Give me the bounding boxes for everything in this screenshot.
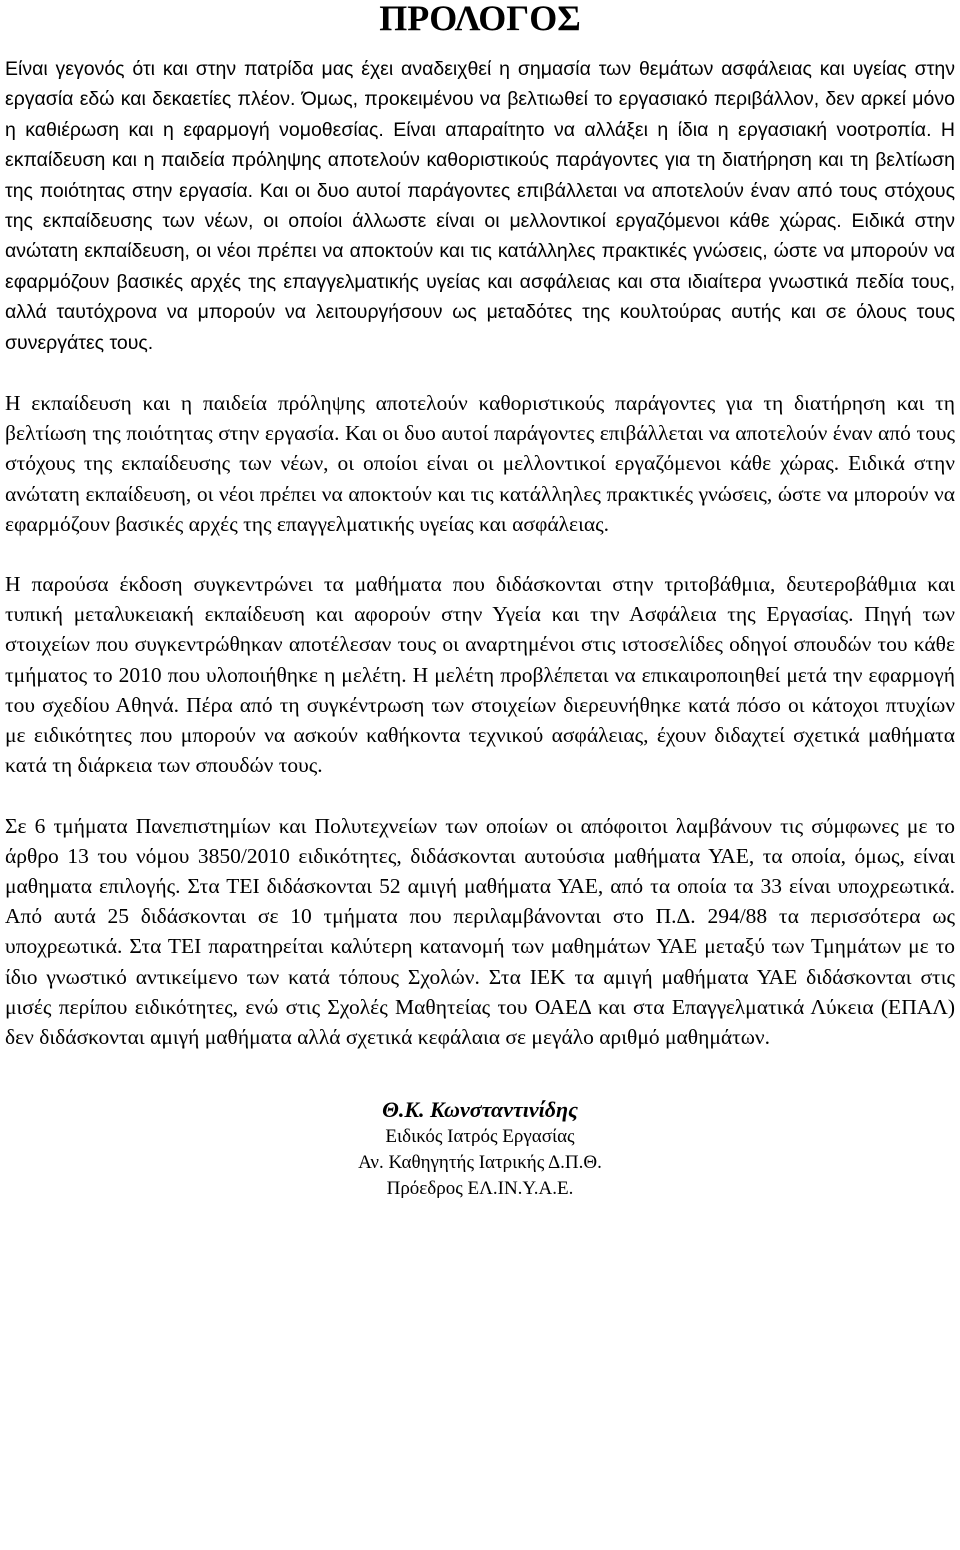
signature-position: Αν. Καθηγητής Ιατρικής Δ.Π.Θ. [358, 1152, 602, 1174]
paragraph-education: Η εκπαίδευση και η παιδεία πρόληψης αποτελούν καθοριστικούς παράγοντες για τη διατήρηση και τη βελτίωση της ποιότητας στην εργασία. Και οι δυο αυτοί παράγοντες επιβάλλεται να αποτελούν έναν από τους στόχους της εκπαίδευσης των νέων, οι οποίοι είναι οι μελλοντικοί εργαζόμενοι κάθε χώρας. Ειδικά στην ανώτατη εκπαίδευση, οι νέοι πρέπει να αποκτούν και τις κατάλληλες πρακτικές γνώσεις, ώστε να μπορούν να εφαρμόζουν βασικές αρχές της επαγγελματικής υγείας και ασφάλειας. [5, 391, 955, 536]
signature-affiliation: Πρόεδρος ΕΛ.ΙΝ.Υ.Α.Ε. [386, 1178, 574, 1200]
signature-block [5, 1096, 955, 1202]
paragraph-edition: Η παρούσα έκδοση συγκεντρώνει τα μαθήματα που διδάσκονται στην τριτοβάθμια, δευτεροβάθμια και τυπική μεταλυκειακή εκπαίδευση και αφορούν στην Υγεία και την Ασφάλεια της Εργασίας. Πηγή των στοιχείων που συγκεντρώθηκαν αποτέλεσαν τους οι αναρτημένοι στις ιστοσελίδες οδηγοί σπουδών του κάθε τμήματος το 2010 που υλοποιήθηκε η μελέτη. Η μελέτη προβλέπεται να επικαιροποιηθεί μετά την εφαρμογή του σχεδίου Αθηνά. Πέρα από τη συγκέντρωση των στοιχείων διερευνήθηκε κατά πόσο οι κάτοχοι πτυχίων με ειδικότητες που μπορούν να ασκούν καθήκοντα τεχνικού ασφάλειας, έχουν διδαχτεί σχετικά μαθήματα κατά τη διάρκεια των σπουδών τους. [5, 572, 955, 778]
paragraph-intro: Είναι γεγονός ότι και στην πατρίδα μας έχει αναδειχθεί η σημασία των θεμάτων ασφάλειας και υγείας στην εργασία εδώ και δεκαετίες πλέον. Όμως, προκειμένου να βελτιωθεί το εργασιακό περιβάλλον, δεν αρκεί μόνο η καθιέρωση και η εφαρμογή νομοθεσίας. Είναι απαραίτητο να αλλάξει η ίδια η εργασιακή νοοτροπία. Η εκπαίδευση και η παιδεία πρόληψης αποτελούν καθοριστικούς παράγοντες για τη διατήρηση και τη βελτίωση της ποιότητας στην εργασία. Και οι δυο αυτοί παράγοντες επιβάλλεται να αποτελούν έναν από τους στόχους της εκπαίδευσης των νέων, οι οποίοι άλλωστε είναι οι μελλοντικοί εργαζόμενοι κάθε χώρας. Ειδικά στην ανώτατη εκπαίδευση, οι νέοι πρέπει να αποκτούν και τις κατάλληλες πρακτικές γνώσεις, ώστε να μπορούν να εφαρμόζουν βασικές αρχές της επαγγελματικής υγείας και ασφάλειας και στα ιδιαίτερα γνωστικά πεδία τους, αλλά ταυτόχρονα να μπορούν να λειτουργήσουν ως μεταδότες της κουλτούρας αυτής και σε όλους τους συνεργάτες τους. [5, 58, 955, 354]
paragraph-statistics: Σε 6 τμήματα Πανεπιστημίων και Πολυτεχνείων των οποίων οι απόφοιτοι λαμβάνουν τις σύμφωνες με το άρθρο 13 του νόμου 3850/2010 ειδικότητες, διδάσκονται αυτούσια μαθήματα ΥΑΕ, τα οποία, όμως, είναι μαθηματα επιλογής. Στα ΤΕΙ διδάσκονται 52 αμιγή μαθήματα ΥΑΕ, από τα οποία τα 33 είναι υποχρεωτικά. Από αυτά 25 διδάσκονται σε 10 τμήματα που περιλαμβάνονται στο Π.Δ. 294/88 τα περισσότερα ως υποχρεωτικά. Στα ΤΕΙ παρατηρείται καλύτερη κατανομή των μαθημάτων ΥΑΕ μεταξύ των Τμημάτων με το ίδιο γνωστικό αντικείμενο των κατά τόπους Σχολών. Στα ΙΕΚ τα αμιγή μαθήματα ΥΑΕ διδάσκονται στις μισές περίπου ειδικότητες, ενώ στις Σχολές Μαθητείας του ΟΑΕΔ και στα Επαγγελματικά Λύκεια (ΕΠΑΛ) δεν διδάσκονται αμιγή μαθήματα αλλά σχετικά κεφάλαια σε μεγάλο αριθμό μαθημάτων. [5, 813, 955, 1049]
signature-role: Ειδικός Ιατρός Εργασίας [385, 1126, 575, 1148]
signature-name: Θ.Κ. Κωνσταντινίδης [382, 1097, 578, 1123]
page-title: ΠΡΟΛΟΓΟΣ [379, 0, 581, 38]
